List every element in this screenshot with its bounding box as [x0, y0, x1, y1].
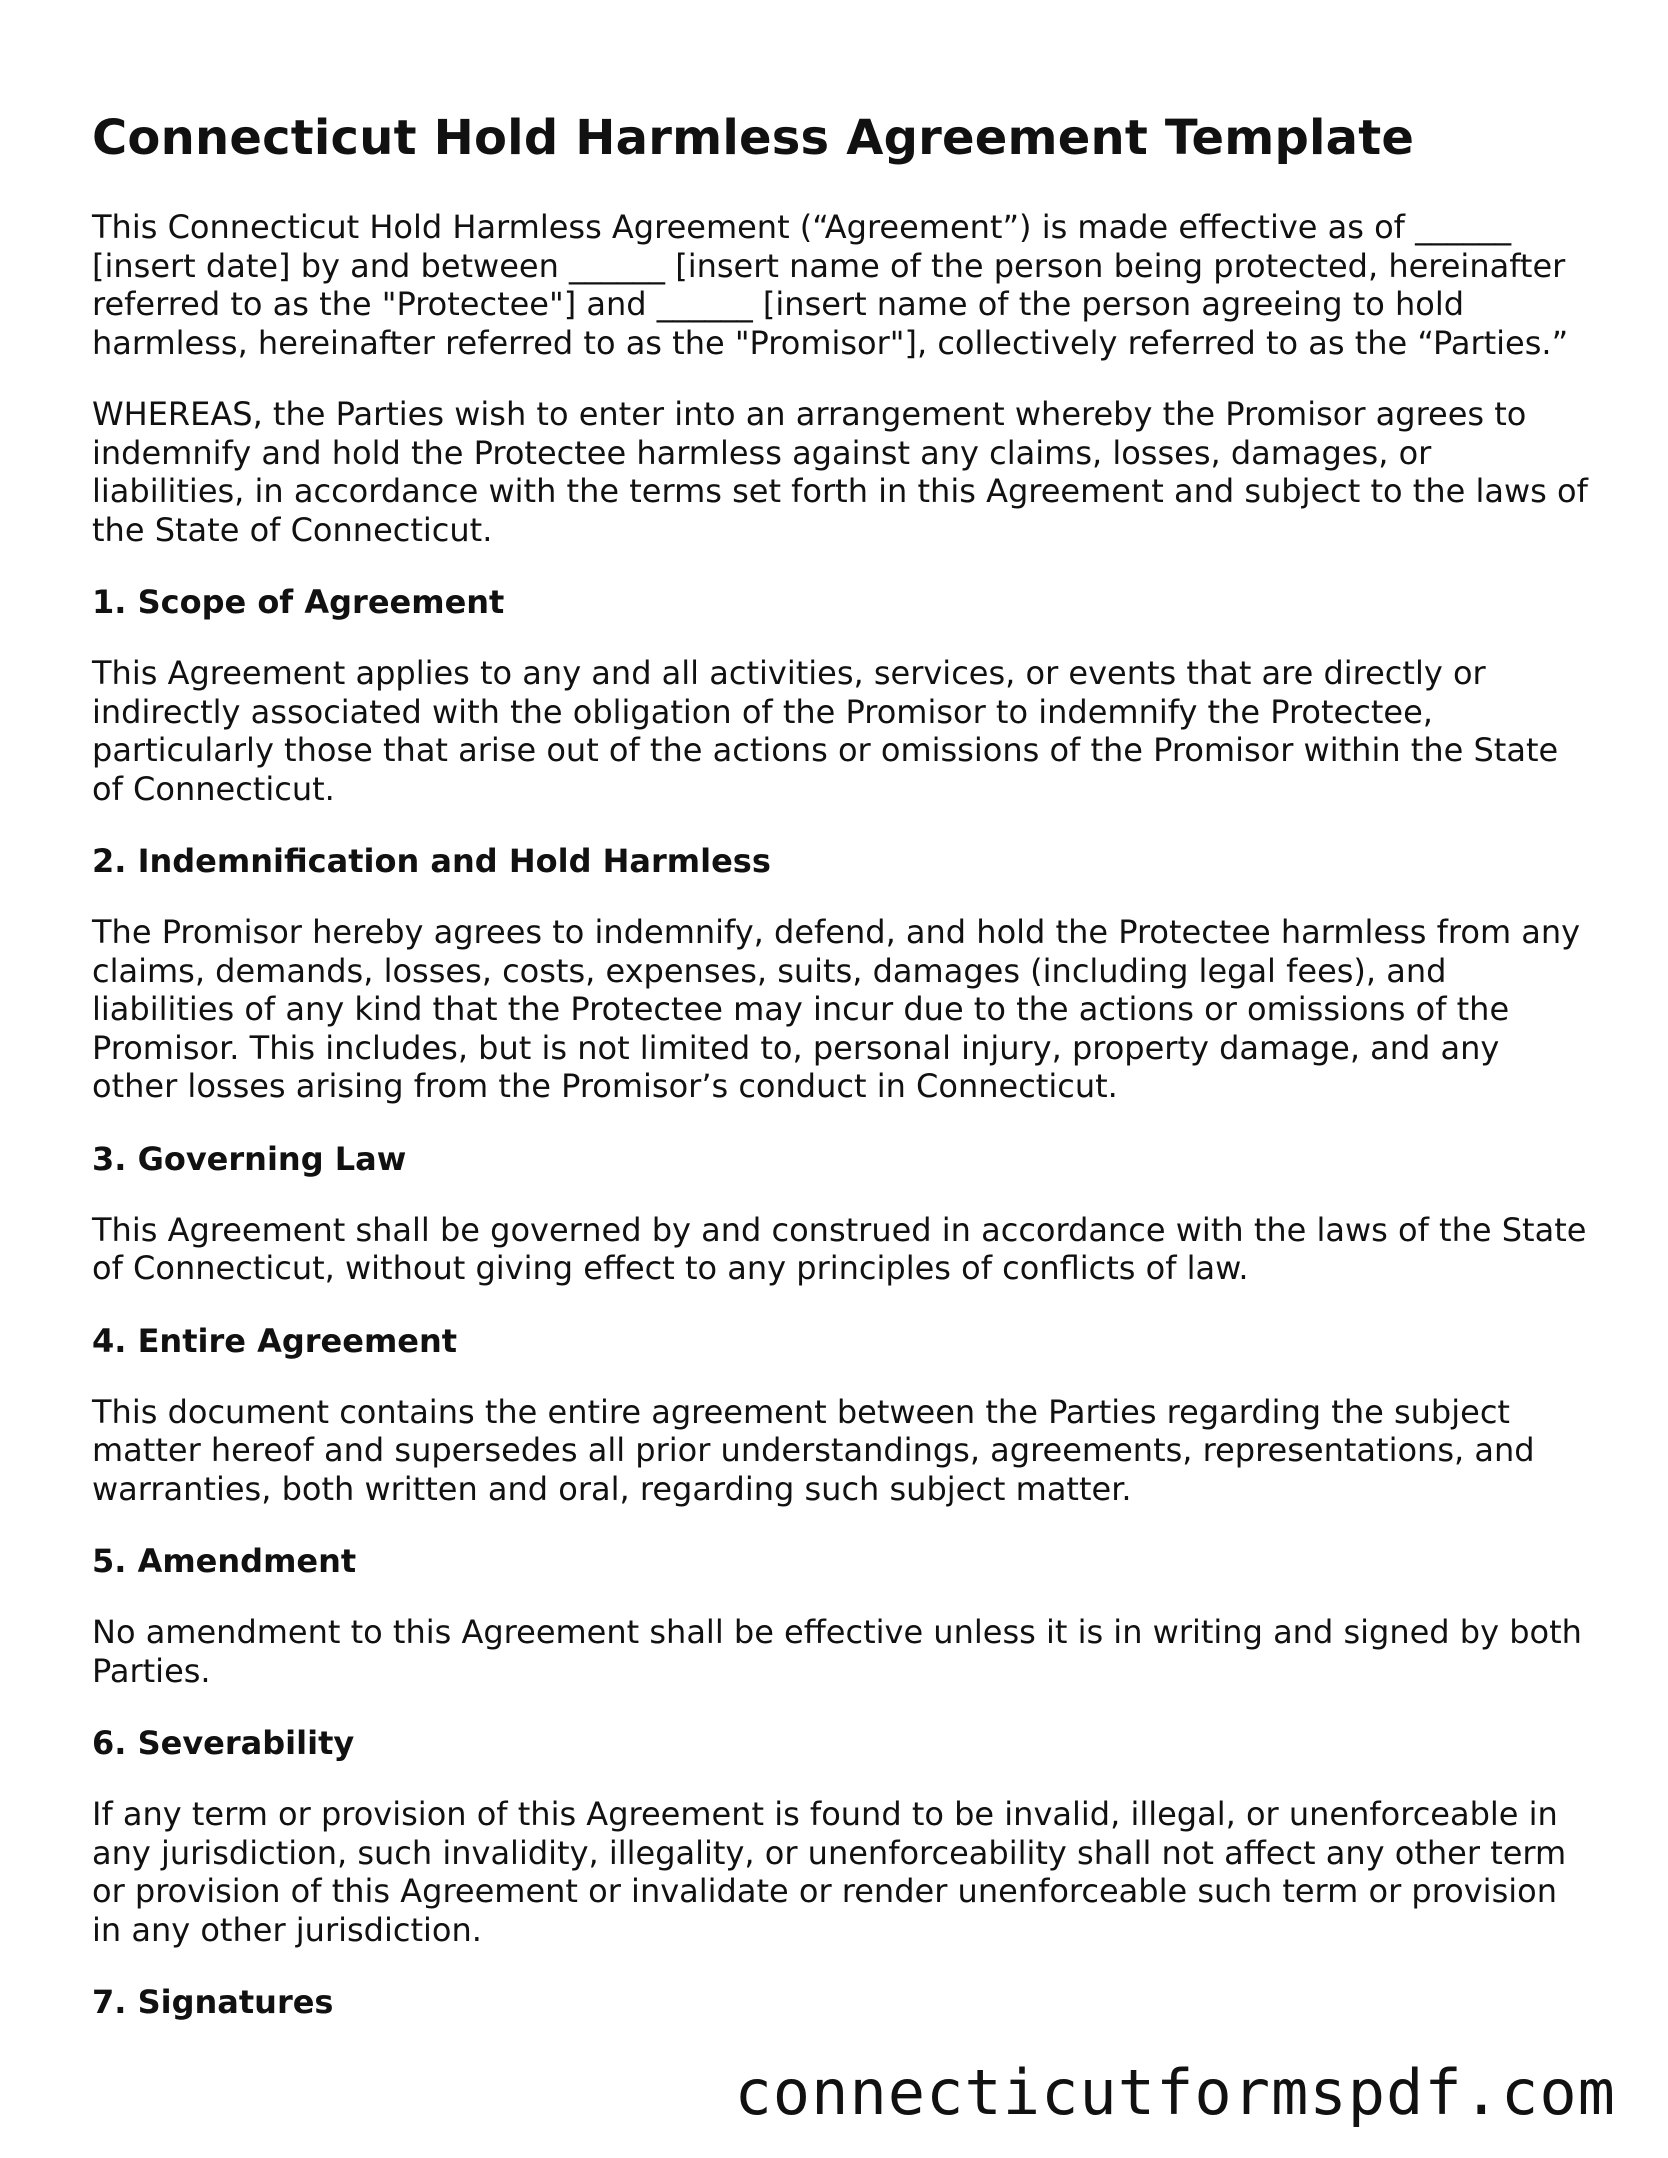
- section-body: The Promisor hereby agrees to indemnify, defend, and hold the Protectee harmless from any claims, demands, losses, costs, expenses, suits, damages (including legal fees), and liabilities of any kind that the Protectee may incur due to the actions or omissions of the Promisor. This includes, but is not limited to, personal injury, property damage, and any other losses arising from the Promisor’s conduct in Connecticut.: [92, 913, 1581, 1105]
- section-body: This Agreement applies to any and all activities, services, or events that are directly or indirectly associated with the obligation of the Promisor to indemnify the Protectee, particularly those that arise out of the actions or omissions of the Promisor within the State of Connecticut.: [92, 654, 1559, 808]
- section-body: No amendment to this Agreement shall be effective unless it is in writing and signed by both Parties.: [92, 1613, 1582, 1690]
- section-scope: [92, 582, 1592, 808]
- section-heading: 7. Signatures: [92, 1983, 334, 2021]
- section-body: This document contains the entire agreement between the Parties regarding the subject matter hereof and supersedes all prior understandings, agreements, representations, and warranties, both written and oral, regarding such subject matter.: [92, 1392, 1535, 1508]
- section-amendment: [92, 1541, 1592, 1690]
- section-heading: 4. Entire Agreement: [92, 1321, 458, 1360]
- document-title: Connecticut Hold Harmless Agreement Template: [92, 110, 1415, 166]
- section-severability: [92, 1723, 1592, 1949]
- section-heading: 1. Scope of Agreement: [92, 583, 505, 621]
- document-page: [92, 108, 1592, 2054]
- intro-paragraph: This Connecticut Hold Harmless Agreement (“Agreement”) is made effective as of ______ [insert date] by and between ______ [insert name of the person being protected, hereinafter referred to as the "Protectee"] and ______ [insert name of the person agreeing to hold harmless, hereinafter referred to as the "Promisor"], collectively referred to as the “Parties.”: [92, 208, 1569, 362]
- section-entire-agreement: [92, 1321, 1592, 1509]
- section-signatures: [92, 1982, 1592, 2022]
- section-heading: 6. Severability: [92, 1724, 355, 1762]
- section-governing-law: [92, 1139, 1592, 1288]
- whereas-paragraph: WHEREAS, the Parties wish to enter into an arrangement whereby the Promisor agrees to indemnify and hold the Protectee harmless against any claims, losses, damages, or liabilities, in accordance with the terms set forth in this Agreement and subject to the laws of the State of Connecticut.: [92, 395, 1588, 549]
- section-body: If any term or provision of this Agreement is found to be invalid, illegal, or unenforceable in any jurisdiction, such invalidity, illegality, or unenforceability shall not affect any other term or provision of this Agreement or invalidate or render unenforceable such term or provision in any other jurisdiction.: [92, 1795, 1567, 1949]
- section-indemnification: [92, 841, 1592, 1106]
- section-heading: 3. Governing Law: [92, 1139, 407, 1178]
- site-watermark: connecticutformspdf.com: [734, 2056, 1616, 2129]
- section-body: This Agreement shall be governed by and construed in accordance with the laws of the State of Connecticut, without giving effect to any principles of conflicts of law.: [92, 1210, 1587, 1287]
- section-heading: 2. Indemnification and Hold Harmless: [92, 842, 771, 880]
- section-heading: 5. Amendment: [92, 1542, 357, 1580]
